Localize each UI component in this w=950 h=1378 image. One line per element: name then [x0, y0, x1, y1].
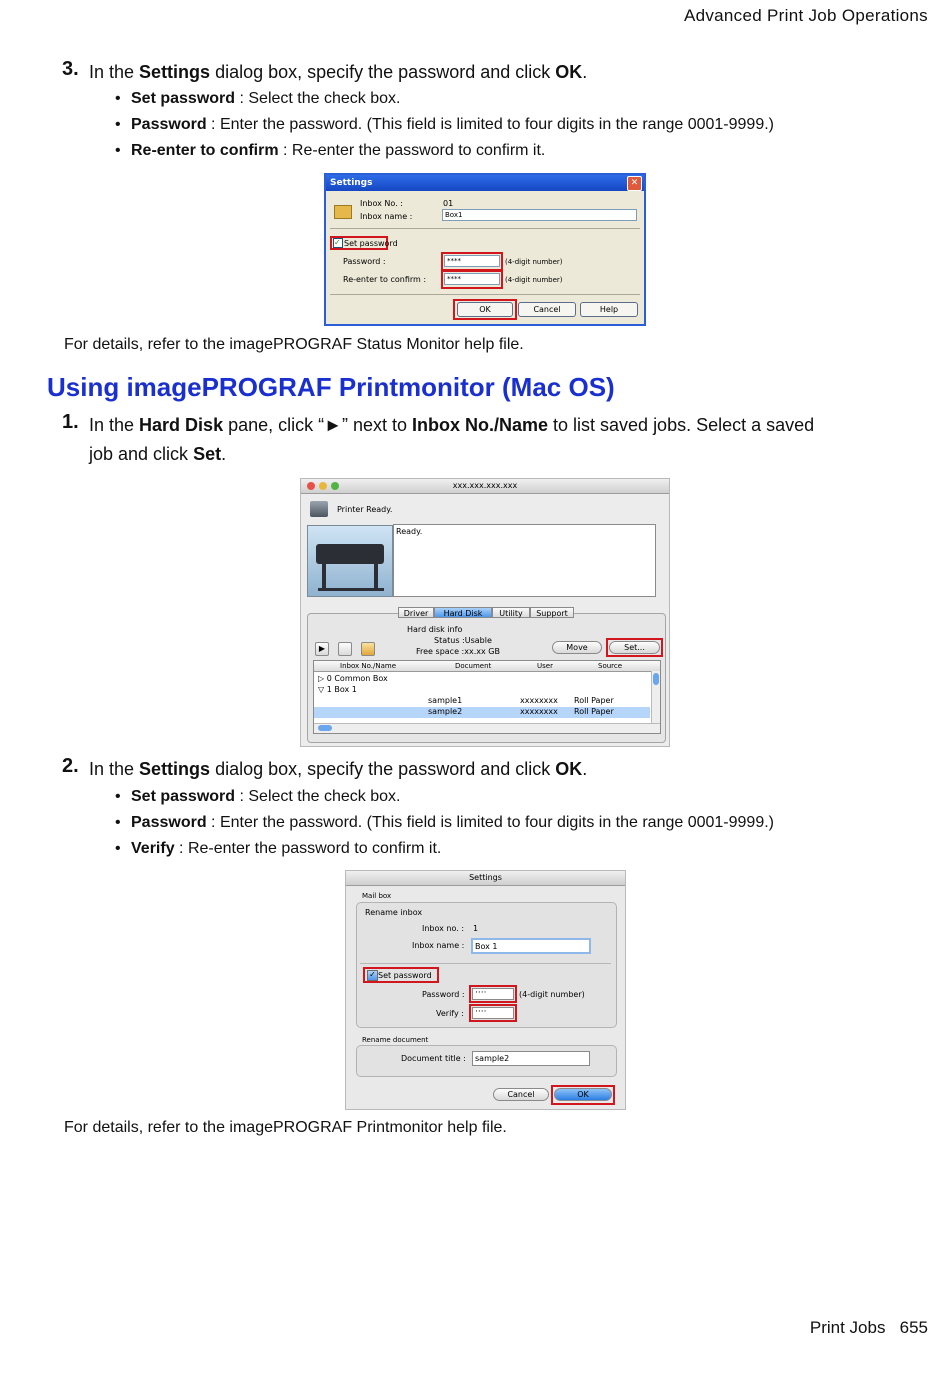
job-table: [313, 660, 661, 734]
running-footer: [810, 1318, 928, 1338]
document-title-label: Document title :: [401, 1054, 466, 1063]
vertical-scrollbar[interactable]: [651, 671, 660, 723]
ok-button[interactable]: OK: [457, 302, 513, 317]
column-header[interactable]: Document: [455, 662, 492, 670]
footer-section: Print Jobs: [809, 1318, 886, 1337]
set-password-checkbox[interactable]: ✓: [333, 238, 343, 248]
table-row[interactable]: sample2 xxxxxxxx Roll Paper: [314, 707, 650, 718]
password-label: Password :: [422, 990, 465, 999]
windows-settings-dialog: [324, 173, 646, 326]
reenter-label: Re-enter to confirm :: [343, 275, 427, 284]
step-text: In the Hard Disk pane, click “►” next to Inbox No./Name to list saved jobs. Select a saved job and click Set.: [89, 415, 815, 464]
help-button[interactable]: Help: [580, 302, 638, 317]
inbox-name-input[interactable]: Box1: [442, 209, 637, 221]
reenter-hint: (4-digit number): [505, 276, 563, 284]
section-title: Using imagePROGRAF Printmonitor (Mac OS): [47, 372, 615, 402]
hard-disk-info-label: Hard disk info: [407, 625, 463, 634]
step-text: In the Settings dialog box, specify the password and click OK.: [89, 62, 588, 82]
list-item: • Set password : Select the check box.: [115, 788, 401, 805]
step-text: In the Settings dialog box, specify the password and click OK.: [89, 759, 588, 779]
inbox-name-input[interactable]: Box 1: [471, 938, 591, 954]
title-bar: [326, 175, 644, 191]
page-number: 655: [899, 1318, 928, 1337]
zoom-light[interactable]: [331, 482, 339, 490]
set-button[interactable]: Set...: [609, 641, 660, 654]
printer-image: [307, 525, 393, 597]
printmonitor-window: [300, 478, 670, 747]
list-item: • Set password : Select the check box.: [115, 90, 401, 107]
set-password-checkbox[interactable]: ✓: [367, 970, 378, 981]
inbox-name-label: Inbox name :: [360, 212, 413, 221]
set-password-label: Set password: [344, 239, 398, 248]
rename-inbox-label: Rename inbox: [365, 908, 423, 917]
step-number: 2.: [62, 755, 79, 777]
hard-disk-status: Status :Usable: [434, 636, 492, 645]
reenter-input[interactable]: ****: [444, 273, 500, 285]
title-bar: [301, 479, 669, 494]
step-number: 3.: [62, 58, 79, 80]
list-item: • Password : Enter the password. (This field is limited to four digits in the range 0001-9999.): [115, 814, 774, 831]
column-header[interactable]: Source: [598, 662, 623, 670]
delete-icon[interactable]: [338, 642, 352, 656]
bullet-list: [115, 784, 891, 862]
status-text-area: Ready.: [393, 524, 656, 597]
inbox-no-value: 01: [443, 199, 454, 208]
mac-settings-dialog: [345, 870, 626, 1110]
bullet-list: [115, 86, 891, 164]
cancel-button[interactable]: Cancel: [493, 1088, 549, 1101]
expand-button[interactable]: ▶: [315, 642, 329, 656]
close-button[interactable]: ✕: [627, 176, 642, 191]
inbox-name-label: Inbox name :: [412, 941, 465, 950]
note-printmonitor: For details, refer to the imagePROGRAF Printmonitor help file.: [64, 1119, 507, 1136]
mail-box-label: Mail box: [362, 892, 392, 900]
inbox-no-label: Inbox No. :: [360, 199, 403, 208]
tab-support[interactable]: Support: [530, 607, 574, 618]
password-hint: (4-digit number): [505, 258, 563, 266]
tab-bar: [398, 607, 578, 618]
window-title: xxx.xxx.xxx.xxx: [452, 481, 518, 490]
step-number: 1.: [62, 411, 79, 433]
print-icon[interactable]: [361, 642, 375, 656]
verify-label: Verify :: [436, 1009, 464, 1018]
column-header[interactable]: Inbox No./Name: [340, 662, 397, 670]
column-header[interactable]: User: [537, 662, 553, 670]
horizontal-scrollbar[interactable]: [314, 723, 660, 733]
printer-status-icon: [310, 501, 328, 517]
tab-utility[interactable]: Utility: [492, 607, 530, 618]
list-item: • Re-enter to confirm : Re-enter the password to confirm it.: [115, 142, 546, 159]
password-label: Password :: [343, 257, 386, 266]
inbox-no-value: 1: [473, 924, 479, 933]
document-title-input[interactable]: sample2: [472, 1051, 590, 1066]
printer-status: Printer Ready.: [337, 505, 393, 514]
set-password-label: Set password: [378, 971, 432, 980]
note-status-monitor: For details, refer to the imagePROGRAF Status Monitor help file.: [64, 336, 524, 353]
inbox-no-label: Inbox no. :: [422, 924, 465, 933]
password-input[interactable]: ····: [472, 988, 514, 1000]
cancel-button[interactable]: Cancel: [518, 302, 576, 317]
ok-button[interactable]: OK: [554, 1088, 612, 1101]
tab-driver[interactable]: Driver: [398, 607, 434, 618]
minimize-light[interactable]: [319, 482, 327, 490]
password-hint: (4-digit number): [519, 990, 585, 999]
dialog-title: Settings: [330, 178, 373, 188]
move-button[interactable]: Move: [552, 641, 602, 654]
tree-item[interactable]: ▷ 0 Common Box: [318, 674, 388, 683]
running-header: Advanced Print Job Operations: [683, 6, 928, 25]
verify-input[interactable]: ····: [472, 1007, 514, 1019]
inbox-icon: [334, 205, 352, 219]
table-row[interactable]: sample1 xxxxxxxx Roll Paper: [428, 696, 614, 705]
hard-disk-free-space: Free space :xx.xx GB: [416, 647, 500, 656]
rename-document-label: Rename document: [362, 1036, 429, 1044]
tree-item[interactable]: ▽ 1 Box 1: [318, 685, 357, 694]
list-item: • Verify : Re-enter the password to confirm it.: [115, 840, 442, 857]
close-light[interactable]: [307, 482, 315, 490]
dialog-title: Settings: [346, 871, 625, 886]
password-input[interactable]: ****: [444, 255, 500, 267]
list-item: • Password : Enter the password. (This field is limited to four digits in the range 0001-9999.): [115, 116, 774, 133]
tab-hard-disk[interactable]: Hard Disk: [434, 607, 492, 618]
